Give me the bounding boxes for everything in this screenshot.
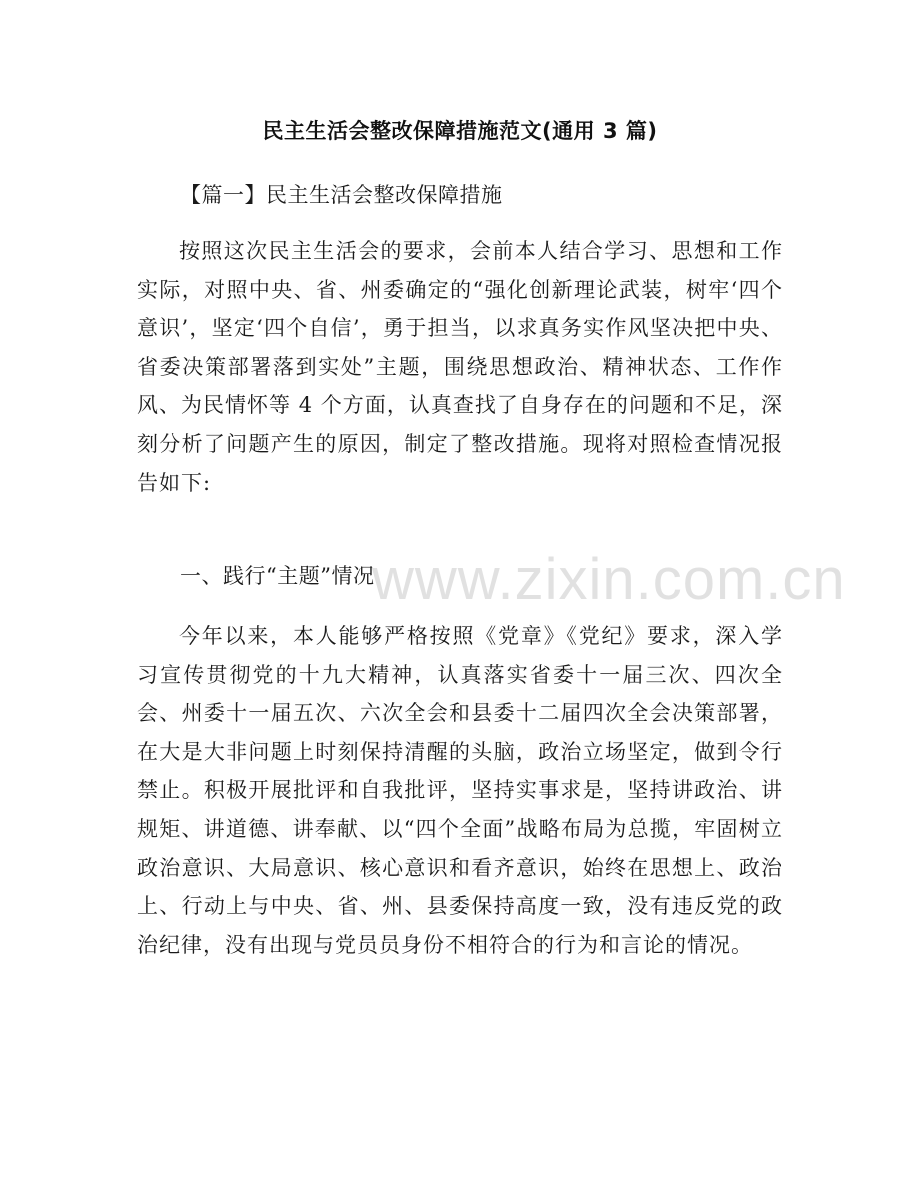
- paragraph-intro: 按照这次民主生活会的要求，会前本人结合学习、思想和工作实际，对照中央、省、州委确定的“强化创新理论武装，树牢‘四个意识’，坚定‘四个自信’，勇于担当，以求真务实作风坚决把中央、省委决策部署落到实处”主题，围绕思想政治、精神状态、工作作风、为民情怀等 4 个方面，认真查找了自身存在的问题和不足，深刻分析了问题产生的原因，制定了整改措施。现将对照检查情况报告如下:: [137, 239, 783, 495]
- paragraph-practice: 今年以来，本人能够严格按照《党章》《党纪》要求，深入学习宣传贯彻党的十九大精神，认真落实省委十一届三次、四次全会、州委十一届五次、六次全会和县委十二届四次全会决策部署，在大是大非问题上时刻保持清醒的头脑，政治立场坚定，做到令行禁止。积极开展批评和自我批评，坚持实事求是，坚持讲政治、讲规矩、讲道德、讲奉献、以“四个全面”战略布局为总揽，牢固树立政治意识、大局意识、核心意识和看齐意识，始终在思想上、政治上、行动上与中央、省、州、县委保持高度一致，没有违反党的政治纪律，没有出现与党员员身份不相符合的行为和言论的情况。: [137, 624, 783, 957]
- watermark-text: www.zixin.com.cn: [372, 547, 846, 612]
- subheading-practice: 一、践行“主题”情况: [180, 564, 375, 588]
- section-heading: 【篇一】民主生活会整改保障措施: [180, 183, 503, 207]
- document-title: 民主生活会整改保障措施范文(通用 3 篇): [262, 119, 658, 143]
